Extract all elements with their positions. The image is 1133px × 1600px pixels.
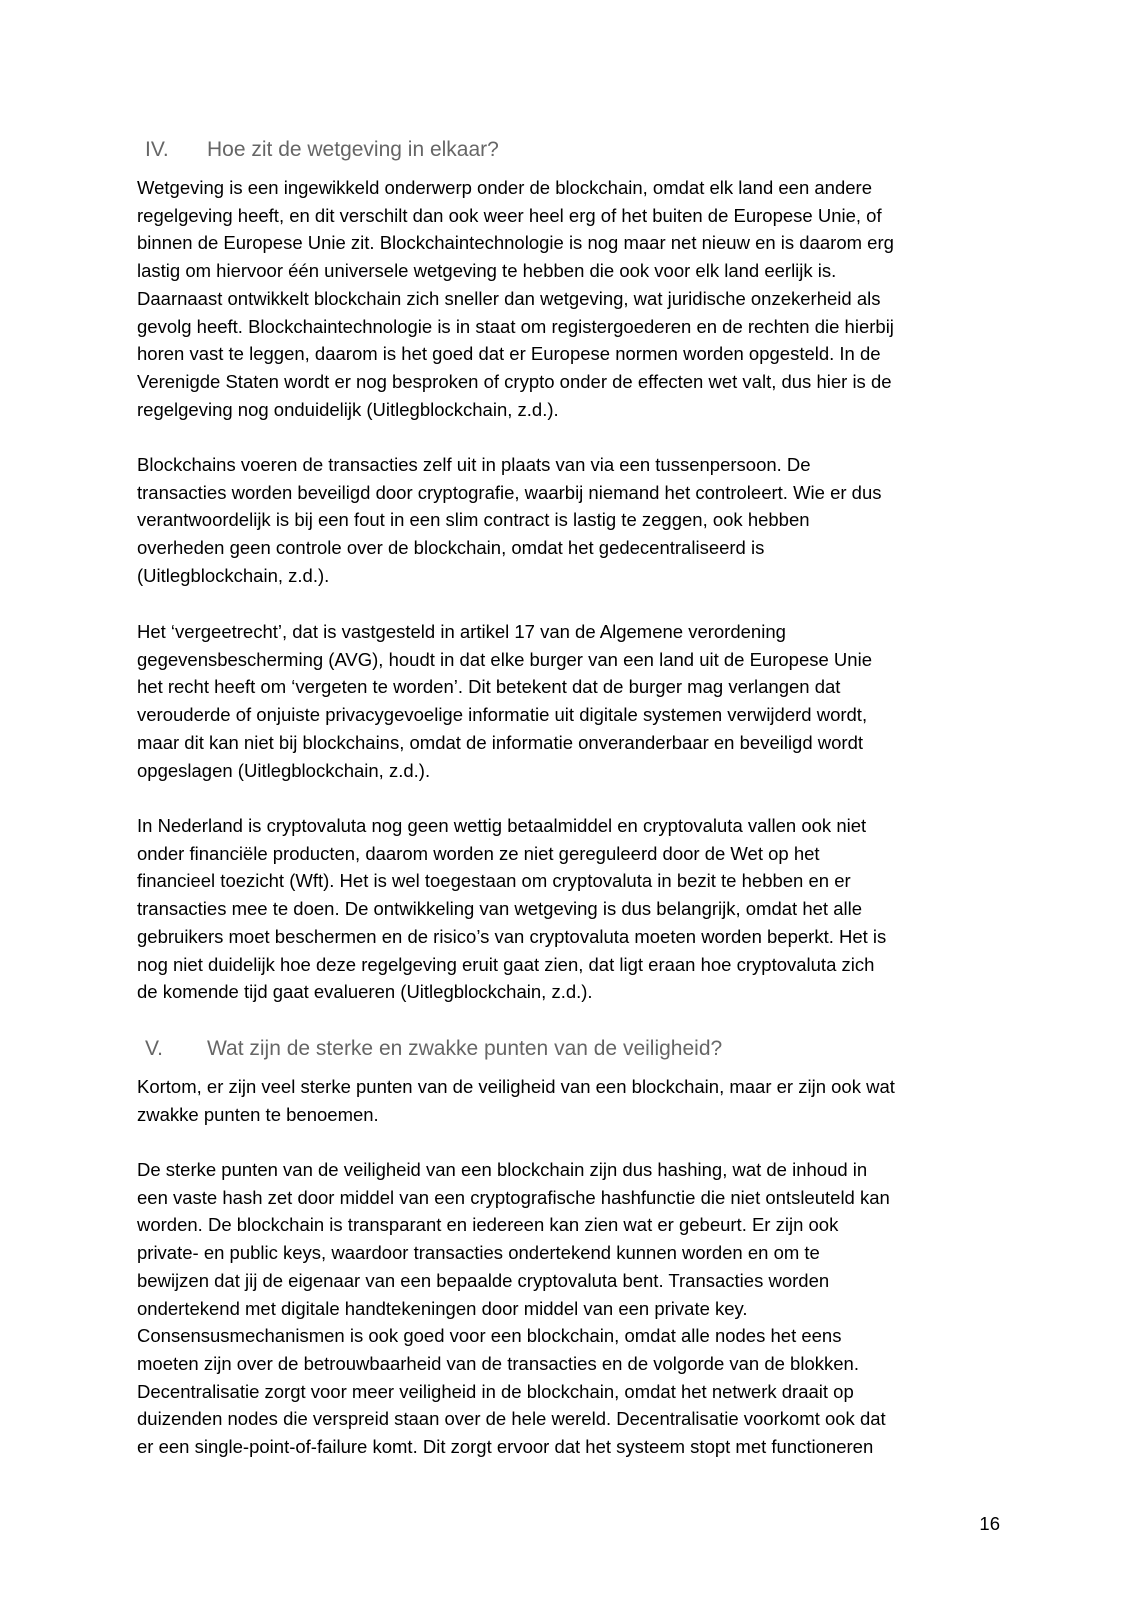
text-line: Decentralisatie zorgt voor meer veiligheid in de blockchain, omdat het netwerk draait op — [137, 1380, 854, 1402]
section-heading-iv — [145, 137, 499, 163]
text-line: regelgeving nog onduidelijk (Uitlegblockchain, z.d.). — [137, 398, 559, 420]
paragraph-kortom — [137, 1073, 1007, 1128]
text-line: nog niet duidelijk hoe deze regelgeving eruit gaat zien, dat ligt eraan hoe cryptovaluta zich — [137, 953, 875, 975]
text-line: opgeslagen (Uitlegblockchain, z.d.). — [137, 759, 431, 781]
text-line: duizenden nodes die verspreid staan over de hele wereld. Decentralisatie voorkomt ook dat — [137, 1408, 886, 1430]
text-line: Het ‘vergeetrecht’, dat is vastgesteld in artikel 17 van de Algemene verordening — [137, 621, 786, 642]
text-line: een vaste hash zet door middel van een cryptografische hashfunctie die niet ontsleuteld kan — [137, 1186, 890, 1208]
section-numeral: IV. — [145, 138, 169, 161]
text-line: Blockchains voeren de transacties zelf uit in plaats van via een tussenpersoon. De — [137, 454, 811, 475]
text-line: de komende tijd gaat evalueren (Uitlegblockchain, z.d.). — [137, 981, 593, 1003]
text-line: gevolg heeft. Blockchaintechnologie is in staat om registergoederen en de rechten die hierbij — [137, 315, 894, 337]
text-line: het recht heeft om ‘vergeten te worden’. Dit betekent dat de burger mag verlangen dat — [137, 676, 841, 698]
text-line: gegevensbescherming (AVG), houdt in dat elke burger van een land uit de Europese Unie — [137, 648, 872, 670]
text-line: maar dit kan niet bij blockchains, omdat de informatie onveranderbaar en beveiligd wordt — [137, 731, 864, 753]
text-line: er een single-point-of-failure komt. Dit zorgt ervoor dat het systeem stopt met functioneren — [137, 1436, 874, 1458]
paragraph-transacties — [137, 451, 1007, 590]
page-number: 16 — [979, 1513, 1000, 1534]
text-line: regelgeving heeft, en dit verschilt dan ook weer heel erg of het buiten de Europese Unie, of — [137, 204, 882, 226]
text-line: worden. De blockchain is transparant en iedereen kan zien wat er gebeurt. Er zijn ook — [137, 1214, 839, 1236]
section-title: Hoe zit de wetgeving in elkaar? — [207, 138, 499, 161]
text-line: (Uitlegblockchain, z.d.). — [137, 564, 330, 586]
section-numeral: V. — [145, 1037, 163, 1060]
text-line: Kortom, er zijn veel sterke punten van de veiligheid van een blockchain, maar er zijn ook wat — [137, 1076, 895, 1097]
text-line: overheden geen controle over de blockchain, omdat het gedecentraliseerd is — [137, 537, 765, 559]
text-line: horen vast te leggen, daarom is het goed dat er Europese normen worden opgesteld. In de — [137, 343, 881, 365]
text-line: De sterke punten van de veiligheid van een blockchain zijn dus hashing, wat de inhoud in — [137, 1159, 868, 1180]
text-line: transacties worden beveiligd door cryptografie, waarbij niemand het controleert. Wie er dus — [137, 481, 882, 503]
section-heading-v — [145, 1036, 722, 1062]
text-line: moeten zijn over de betrouwbaarheid van de transacties en de volgorde van de blokken. — [137, 1352, 859, 1374]
paragraph-nederland — [137, 812, 1007, 1006]
paragraph-vergeetrecht — [137, 618, 1007, 784]
text-line: gebruikers moet beschermen en de risico’s van cryptovaluta moeten worden beperkt. Het is — [137, 925, 887, 947]
section-title: Wat zijn de sterke en zwakke punten van de veiligheid? — [207, 1037, 723, 1060]
text-line: Verenigde Staten wordt er nog besproken of crypto onder de effecten wet valt, dus hier is de — [137, 370, 892, 392]
text-line: verantwoordelijk is bij een fout in een slim contract is lastig te zeggen, ook hebben — [137, 509, 810, 531]
text-line: zwakke punten te benoemen. — [137, 1103, 379, 1125]
text-line: financieel toezicht (Wft). Het is wel toegestaan om cryptovaluta in bezit te hebben en er — [137, 870, 851, 892]
paragraph-wetgeving-intro — [137, 174, 1007, 423]
text-line: Consensusmechanismen is ook goed voor een blockchain, omdat alle nodes het eens — [137, 1325, 842, 1347]
paragraph-sterke-punten — [137, 1156, 1007, 1461]
text-line: private- en public keys, waardoor transacties ondertekend kunnen worden en om te — [137, 1242, 820, 1264]
text-line: binnen de Europese Unie zit. Blockchaintechnologie is nog maar net nieuw en is daarom erg — [137, 232, 894, 254]
text-line: verouderde of onjuiste privacygevoelige informatie uit digitale systemen verwijderd wordt, — [137, 704, 868, 726]
text-line: In Nederland is cryptovaluta nog geen wettig betaalmiddel en cryptovaluta vallen ook niet — [137, 815, 867, 836]
text-line: ondertekend met digitale handtekeningen door middel van een private key. — [137, 1297, 748, 1319]
text-line: Daarnaast ontwikkelt blockchain zich sneller dan wetgeving, wat juridische onzekerheid als — [137, 287, 881, 309]
text-line: onder financiële producten, daarom worden ze niet gereguleerd door de Wet op het — [137, 842, 820, 864]
text-line: Wetgeving is een ingewikkeld onderwerp onder de blockchain, omdat elk land een andere — [137, 177, 872, 198]
text-line: transacties mee te doen. De ontwikkeling van wetgeving is dus belangrijk, omdat het alle — [137, 898, 862, 920]
text-line: bewijzen dat jij de eigenaar van een bepaalde cryptovaluta bent. Transacties worden — [137, 1269, 830, 1291]
text-line: lastig om hiervoor één universele wetgeving te hebben die ook voor elk land eerlijk is. — [137, 260, 837, 282]
